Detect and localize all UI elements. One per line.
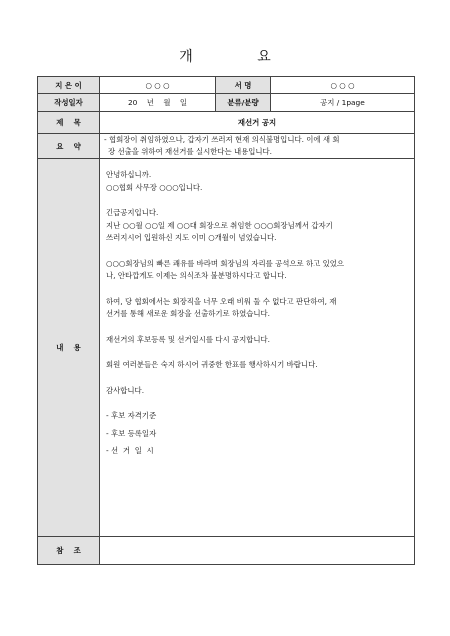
paragraph-line: 회원 여러분들은 숙지 하시어 귀중한 한표를 행사하시기 바랍니다. xyxy=(106,360,318,369)
summary-line: 장 선출을 위하여 재선거를 실시한다는 내용입니다. xyxy=(108,147,273,156)
paragraph-line: 나, 안타깝게도 이제는 의식조차 불분명하시다고 합니다. xyxy=(106,271,287,280)
paragraph-line: 재선거의 후보등록 및 선거일시를 다시 공지합니다. xyxy=(106,334,271,344)
urgent-notice: 긴급공지입니다. xyxy=(106,208,159,217)
category-label: 분류/분량 xyxy=(216,94,271,112)
paragraph-line: 하여, 당 협회에서는 회장직을 너무 오래 비워 둘 수 없다고 판단하여, 재 xyxy=(106,296,337,306)
date-value: 20 년 월 일 xyxy=(100,94,216,112)
reference-label: 참 조 xyxy=(38,537,100,565)
date-label: 작성일자 xyxy=(38,94,100,112)
paragraph-line: 선거를 통해 새로운 회장을 선출하기로 하였습니다. xyxy=(106,309,271,318)
greeting-line: 안녕하십니까. xyxy=(106,170,152,179)
summary-line: - 협회장이 취임하였으나, 갑자기 쓰러져 현재 의식불명입니다. 이에 새 회 xyxy=(104,135,340,144)
signature-label: 서 명 xyxy=(216,77,271,94)
paragraph-line: 쓰러지시어 입원하신 지도 이미 ○개월이 넘었습니다. xyxy=(106,233,277,242)
subject-label: 제 목 xyxy=(38,112,100,134)
list-item: - 후보 자격기준 xyxy=(106,411,157,420)
greeting-line: ○○협회 사무장 ○○○입니다. xyxy=(106,182,203,192)
signature-value: ○ ○ ○ xyxy=(271,77,415,94)
paragraph-line: ○○○회장님의 빠른 쾌유를 바라며 회장님의 자리를 공석으로 하고 있었으 xyxy=(106,258,345,268)
summary-label: 요 약 xyxy=(38,134,100,159)
document-summary-form xyxy=(37,76,415,565)
author-label: 지 은 이 xyxy=(38,77,100,94)
summary-text xyxy=(100,134,415,159)
content-label: 내 용 xyxy=(38,159,100,537)
subject-value: 재선거 공지 xyxy=(100,112,415,134)
page-title: 개 요 xyxy=(179,49,301,65)
content-body xyxy=(100,159,415,537)
author-value: ○ ○ ○ xyxy=(100,77,216,94)
category-value: 공지 / 1page xyxy=(271,94,415,112)
list-item: - 후보 등록일자 xyxy=(106,428,157,438)
paragraph-line: 지난 ○○월 ○○일 제 ○○대 회장으로 취임한 ○○○회장님께서 갑자기 xyxy=(106,220,333,230)
list-item: - 선 거 일 시 xyxy=(106,446,154,455)
closing-line: 감사합니다. xyxy=(106,385,145,395)
reference-value xyxy=(100,537,415,565)
